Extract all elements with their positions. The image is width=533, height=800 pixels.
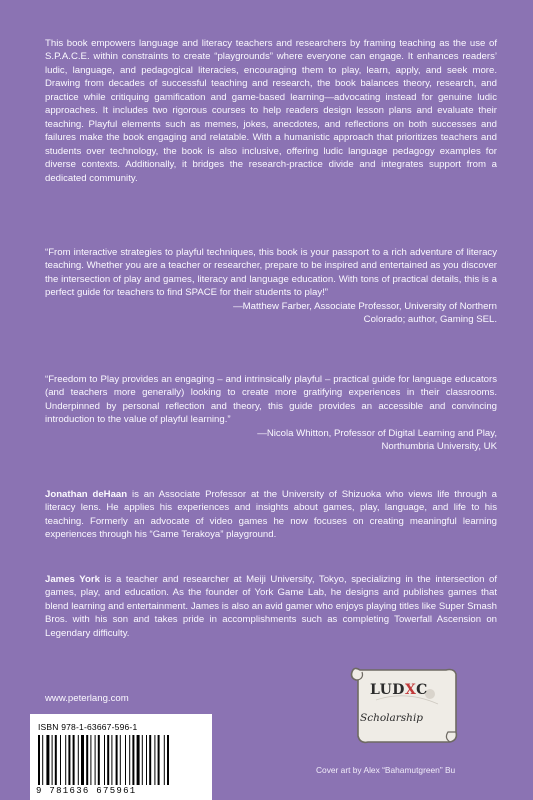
author-bio-text: is an Associate Professor at the University of Shizuoka who views life through a literacy lens. He applies his experiences and insights about games, play, language, and life to his teaching. Formerly an advocate of video games he now focuses on creating meaningful learning experiences through his “Game Terakoya” playground. [45, 489, 497, 541]
quote-attribution: —Matthew Farber, Associate Professor, University of Northern Colorado; author, Gaming SEL. [233, 300, 497, 326]
book-blurb: This book empowers language and literacy teachers and researchers by framing teaching as the use of S.P.A.C.E. within constraints to create “playgrounds” where everyone can engage. It enhances readers’ ludic, language, and pedagogical literacies, encouraging them to play, learn, apply, and seek more. Drawing from decades of successful teaching and research, the book balances theory, research, and practice while critiquing gamification and game-based learning—advocating instead for genuine ludic approaches. It includes two rigorous courses to help readers design lesson plans and evaluate their teaching. Playful elements such as memes, jokes, anecdotes, and reflections on both successes and failures make the book engaging and relatable. With a humanistic approach that prioritizes teachers and students over technology, the book is also inclusive, offering ludic language pedagogy examples for diverse contexts. Additionally, it bridges the research-practice divide and integrates support from a dedicated community. [45, 38, 497, 184]
badge-subtitle: Scholarship [360, 712, 424, 724]
publisher-website: www.peterlang.com [45, 693, 129, 704]
cover-art-credit: Cover art by Alex “Bahamutgreen” Bu [316, 765, 456, 775]
isbn-label: ISBN 978-1-63667-596-1 [38, 722, 138, 732]
badge-logo-text: LUDXC [370, 682, 428, 698]
quote-text: “Freedom to Play provides an engaging – and intrinsically playful – practical guide for language educators (and teachers more generally) looking to create more gratifying experiences in their classrooms. Underpinned by personal reflection and theory, this guide provides an accessible and convincing introduction to the value of playful learning.” [45, 374, 497, 426]
author-bio-york [45, 573, 497, 640]
ludic-scholarship-badge [346, 660, 464, 748]
endorsement-quote-1 [45, 246, 497, 327]
endorsement-quote-2 [45, 373, 497, 454]
author-bio-dehaan [45, 488, 497, 542]
author-name: Jonathan deHaan [45, 489, 128, 500]
isbn-barcode-box [30, 714, 212, 800]
barcode-bars [36, 735, 204, 785]
author-bio-text: is a teacher and researcher at Meiji University, Tokyo, specializing in the intersection of games, play, and education. As the founder of York Game Lab, he designs and publishes games that blend learning and entertainment. James is also an avid gamer who enjoys playing titles like Super Smash Bros. with his son and takes pride in accomplishments such as completing Towerfall Ascension on Legendary difficulty. [45, 574, 497, 639]
quote-attribution: —Nicola Whitton, Professor of Digital Learning and Play, Northumbria University, UK [257, 427, 497, 453]
author-name: James York [45, 574, 100, 585]
quote-text: “From interactive strategies to playful techniques, this book is your passport to a rich adventure of literacy teaching. Whether you are a teacher or researcher, prepare to be inspired and entertained as you discover the intersection of play and games, literacy and language education. With tons of practical details, this is a perfect guide for teachers to find SPACE for their students to play!” [45, 247, 497, 299]
barcode-number: 9 781636 675961 [36, 786, 137, 796]
scroll-paper-icon [346, 660, 464, 748]
